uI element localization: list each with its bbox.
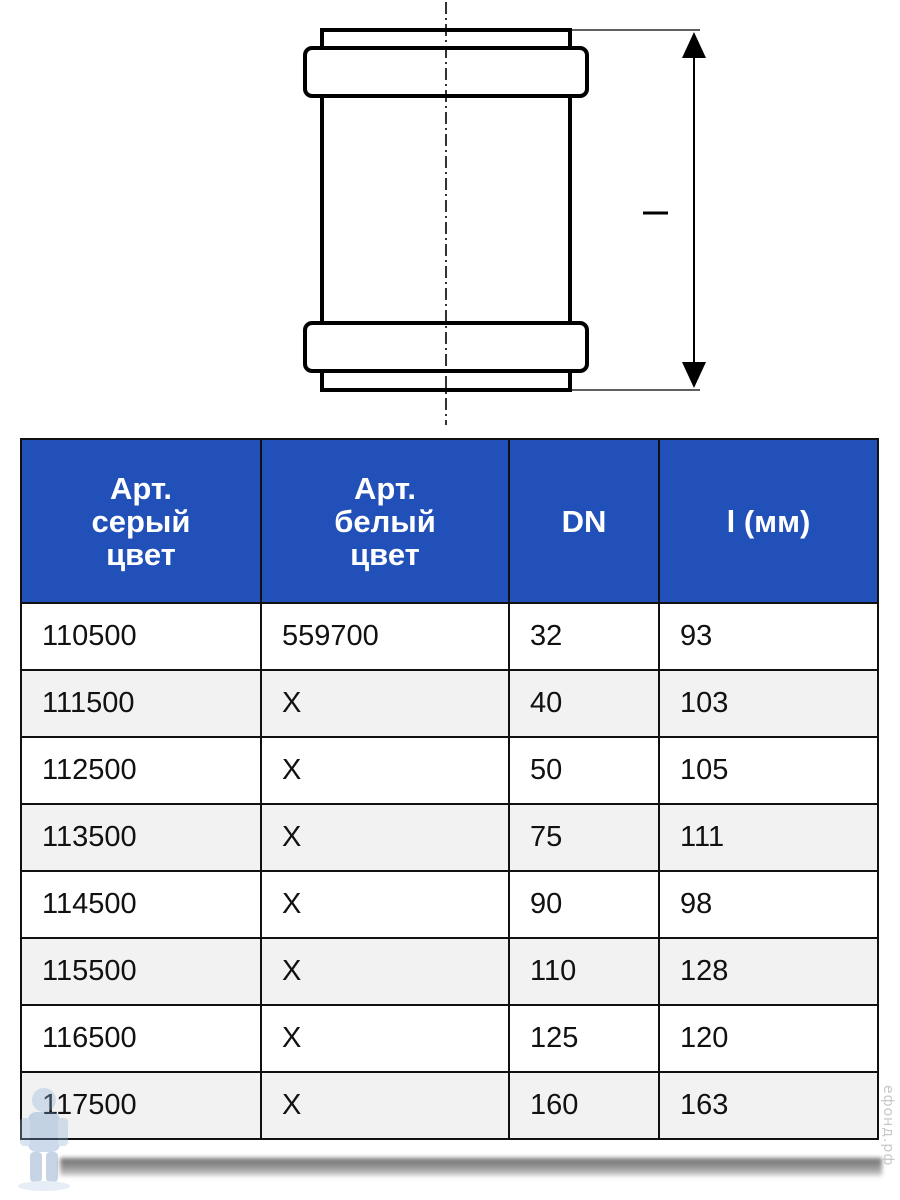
cell-art-white: X (261, 737, 509, 804)
header-art-grey: Арт. серый цвет (21, 439, 261, 603)
cell-dn: 75 (509, 804, 659, 871)
plumber-watermark-icon (6, 1082, 82, 1192)
cell-art-white: X (261, 670, 509, 737)
dimension-label: l (635, 209, 674, 217)
dimension-arrow-bottom (682, 362, 706, 388)
table-shadow (60, 1158, 882, 1176)
cell-dn: 125 (509, 1005, 659, 1072)
cell-length: 128 (659, 938, 878, 1005)
header-length: l (мм) (659, 439, 878, 603)
table-header-row (21, 439, 878, 603)
cell-art-white: X (261, 804, 509, 871)
cell-dn: 90 (509, 871, 659, 938)
cell-art-white: X (261, 1072, 509, 1139)
watermark-text: ефонд.рф (880, 1085, 896, 1167)
cell-dn: 40 (509, 670, 659, 737)
cell-art-grey: 116500 (21, 1005, 261, 1072)
cell-length: 93 (659, 603, 878, 670)
spec-table (20, 438, 879, 1140)
cell-art-grey: 114500 (21, 871, 261, 938)
table-row (21, 1072, 878, 1139)
dimension-arrow-top (682, 32, 706, 58)
cell-length: 105 (659, 737, 878, 804)
cell-dn: 110 (509, 938, 659, 1005)
coupling-drawing (0, 0, 900, 440)
table-row (21, 737, 878, 804)
cell-length: 111 (659, 804, 878, 871)
cell-art-grey: 112500 (21, 737, 261, 804)
cell-art-grey: 113500 (21, 804, 261, 871)
cell-art-white: 559700 (261, 603, 509, 670)
cell-art-grey: 110500 (21, 603, 261, 670)
cell-length: 120 (659, 1005, 878, 1072)
table-row (21, 938, 878, 1005)
cell-length: 103 (659, 670, 878, 737)
cell-dn: 32 (509, 603, 659, 670)
header-dn: DN (509, 439, 659, 603)
cell-art-white: X (261, 871, 509, 938)
cell-dn: 50 (509, 737, 659, 804)
table-row (21, 603, 878, 670)
cell-dn: 160 (509, 1072, 659, 1139)
cell-art-white: X (261, 938, 509, 1005)
cell-length: 163 (659, 1072, 878, 1139)
table-row (21, 670, 878, 737)
table-row (21, 871, 878, 938)
cell-art-grey: 111500 (21, 670, 261, 737)
cell-art-grey: 115500 (21, 938, 261, 1005)
table-row (21, 804, 878, 871)
table-row (21, 1005, 878, 1072)
cell-art-grey: 117500 (21, 1072, 261, 1139)
cell-length: 98 (659, 871, 878, 938)
cell-art-white: X (261, 1005, 509, 1072)
header-art-white: Арт. белый цвет (261, 439, 509, 603)
